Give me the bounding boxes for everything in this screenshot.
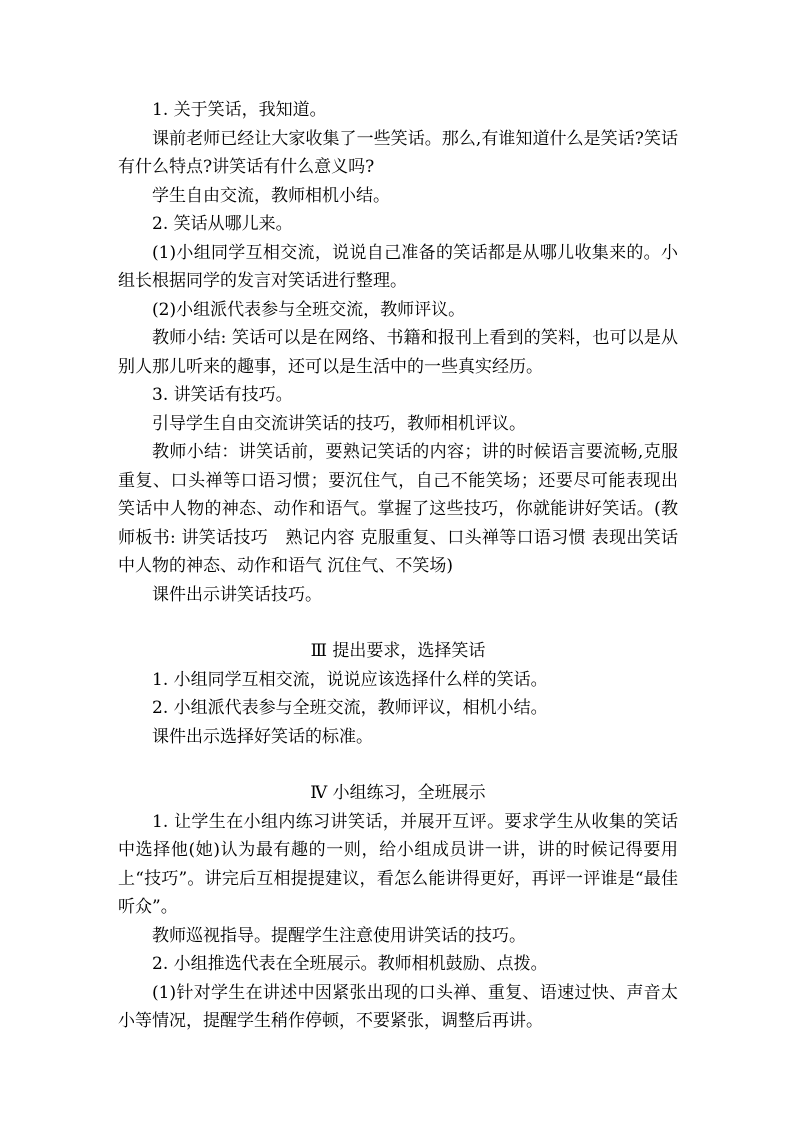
paragraph: 引导学生自由交流讲笑话的技巧，教师相机评议。 (152, 413, 526, 434)
paragraph: 教师小结: 笑话可以是在网络、书籍和报刊上看到的笑料，也可以是从别人那儿听来的趣事，还可以是生活中的一些真实经历。 (118, 328, 678, 377)
paragraph: 2. 小组派代表参与全班交流，教师评议，相机小结。 (152, 698, 548, 718)
paragraph: 2. 笑话从哪儿来。 (152, 214, 293, 234)
paragraph: 1. 小组同学互相交流，说说应该选择什么样的笑话。 (152, 669, 548, 690)
paragraph: 课件出示讲笑话技巧。 (152, 584, 322, 605)
paragraph: 1. 让学生在小组内练习讲笑话，并展开互评。要求学生从收集的笑话中选择他(她)认为最有趣的一则，给小组成员讲一讲，讲的时候记得要用上“技巧”。讲完后互相提提建议，看怎么能讲得更好，再评一评谁是“最佳听众”。 (118, 811, 678, 917)
paragraph: 教师巡视指导。提醒学生注意使用讲笑话的技巧。 (152, 925, 526, 946)
document-page (118, 96, 678, 1036)
paragraph: (1)小组同学互相交流，说说自己准备的笑话都是从哪儿收集来的。小组长根据同学的发言对笑话进行整理。 (118, 242, 678, 291)
paragraph: (2)小组派代表参与全班交流，教师评议。 (152, 299, 466, 320)
paragraph: 课件出示选择好笑话的标准。 (152, 726, 373, 747)
paragraph: 1. 关于笑话，我知道。 (152, 100, 327, 120)
paragraph: 学生自由交流，教师相机小结。 (152, 185, 390, 206)
section-heading-iv: Ⅳ 小组练习，全班展示 (310, 783, 486, 803)
paragraph: 课前老师已经让大家收集了一些笑话。那么,有谁知道什么是笑话?笑话有什么特点?讲笑话有什么意义吗? (118, 128, 678, 177)
paragraph: 2. 小组推选代表在全班展示。教师相机鼓励、点拨。 (152, 954, 548, 974)
section-heading-iii: Ⅲ 提出要求，选择笑话 (310, 641, 486, 661)
paragraph: 教师小结：讲笑话前，要熟记笑话的内容；讲的时候语言要流畅,克服重复、口头禅等口语习惯；要沉住气，自己不能笑场；还要尽可能表现出笑话中人物的神态、动作和语气。掌握了这些技巧，你就能讲好笑话。(教师板书: 讲笑话技巧 熟记内容 克服重复、口头禅等口语习惯 表现出笑话中人物的神态、动作和语气 沉住气、不笑场) (118, 442, 678, 576)
paragraph: (1)针对学生在讲述中因紧张出现的口头禅、重复、语速过快、声音太小等情况，提醒学生稍作停顿，不要紧张，调整后再讲。 (118, 982, 678, 1031)
paragraph: 3. 讲笑话有技巧。 (152, 385, 293, 405)
